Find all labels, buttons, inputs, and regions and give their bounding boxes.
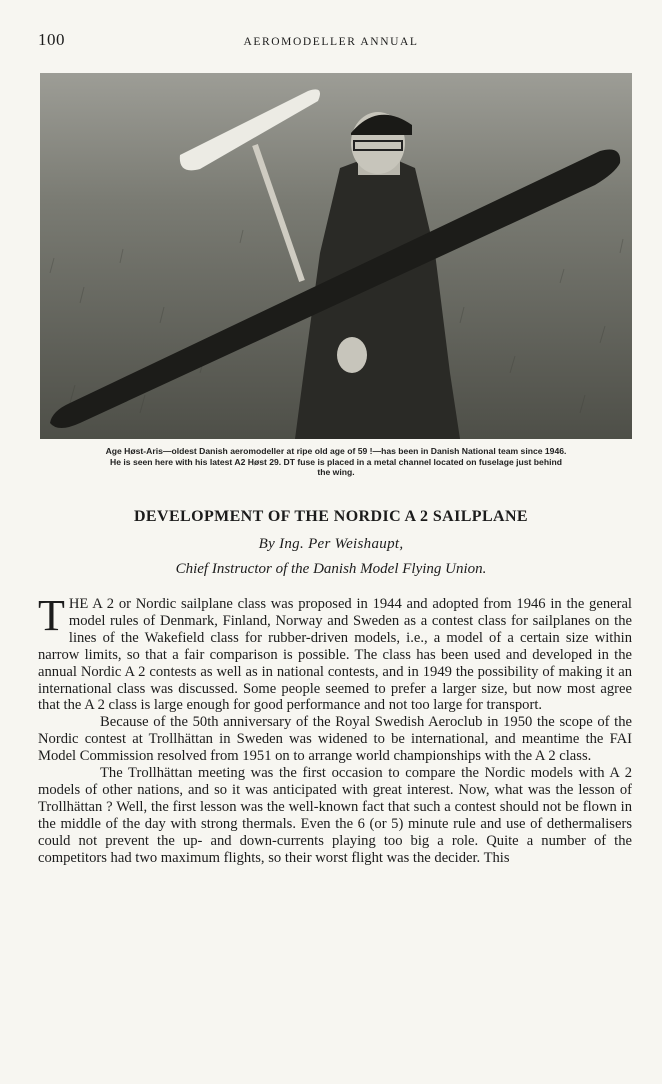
author-affiliation: Chief Instructor of the Danish Model Flying Union. [175, 561, 487, 577]
page-number: 100 [38, 30, 65, 49]
paragraph-text: HE A 2 or Nordic sailplane class was proposed in 1944 and adopted from 1946 in the general model rules of Denmark, Finland, Norway and Sweden as a contest class for sailplanes on the lines of the Wakefield class for rubber-driven models, i.e., a model of a certain size within narrow limits, so that a fair comparison is possible. The class has been used and developed in the annual Nordic A 2 contests as well as in national contests, and in 1949 the possibility of making it an international class was discussed. Some people seemed to prefer a larger size, but now most agree that the A 2 class is large enough for good performance and not too large for transport. [38, 596, 632, 714]
caption-line: the wing. [317, 467, 355, 478]
photo-caption [40, 446, 632, 478]
drop-cap: T [38, 591, 65, 640]
article-body [38, 591, 632, 867]
paragraph [38, 591, 632, 714]
article-byline: By Ing. Per Weishaupt, [258, 536, 404, 552]
running-head: AEROMODELLER ANNUAL [243, 36, 419, 48]
caption-line: Age Høst-Aris—oldest Danish aeromodeller at ripe old age of 59 !—has been in Danish National team since 1946. [105, 446, 567, 456]
photo-illustration [40, 73, 632, 439]
man-hand [337, 337, 367, 373]
page-header [38, 30, 624, 54]
paragraph: The Trollhättan meeting was the first occasion to compare the Nordic models with A 2 models of other nations, and so it was anticipated with great interest. Now, what was the lesson of Trollhättan ? Well, the first lesson was the well-known fact that such a contest should not be flown in the middle of the day with strong thermals. Even the 6 (or 5) minute rule and use of dethermalisers could not prevent the up- and down-currents playing too big a role. Quite a number of the competitors had two maximum flights, so their worst flight was the decider. This [38, 765, 632, 866]
caption-line: He is seen here with his latest A2 Høst 29. DT fuse is placed in a metal channel located on fuselage just behind [110, 456, 562, 467]
article-title: DEVELOPMENT OF THE NORDIC A 2 SAILPLANE [133, 508, 529, 525]
sailplane-photo [40, 73, 632, 439]
paragraph: Because of the 50th anniversary of the Royal Swedish Aeroclub in 1950 the scope of the Nordic contest at Trollhättan in Sweden was widened to be international, and meantime the FAI Model Commission resolved from 1951 on to arrange world championships with the A 2 class. [38, 714, 632, 765]
